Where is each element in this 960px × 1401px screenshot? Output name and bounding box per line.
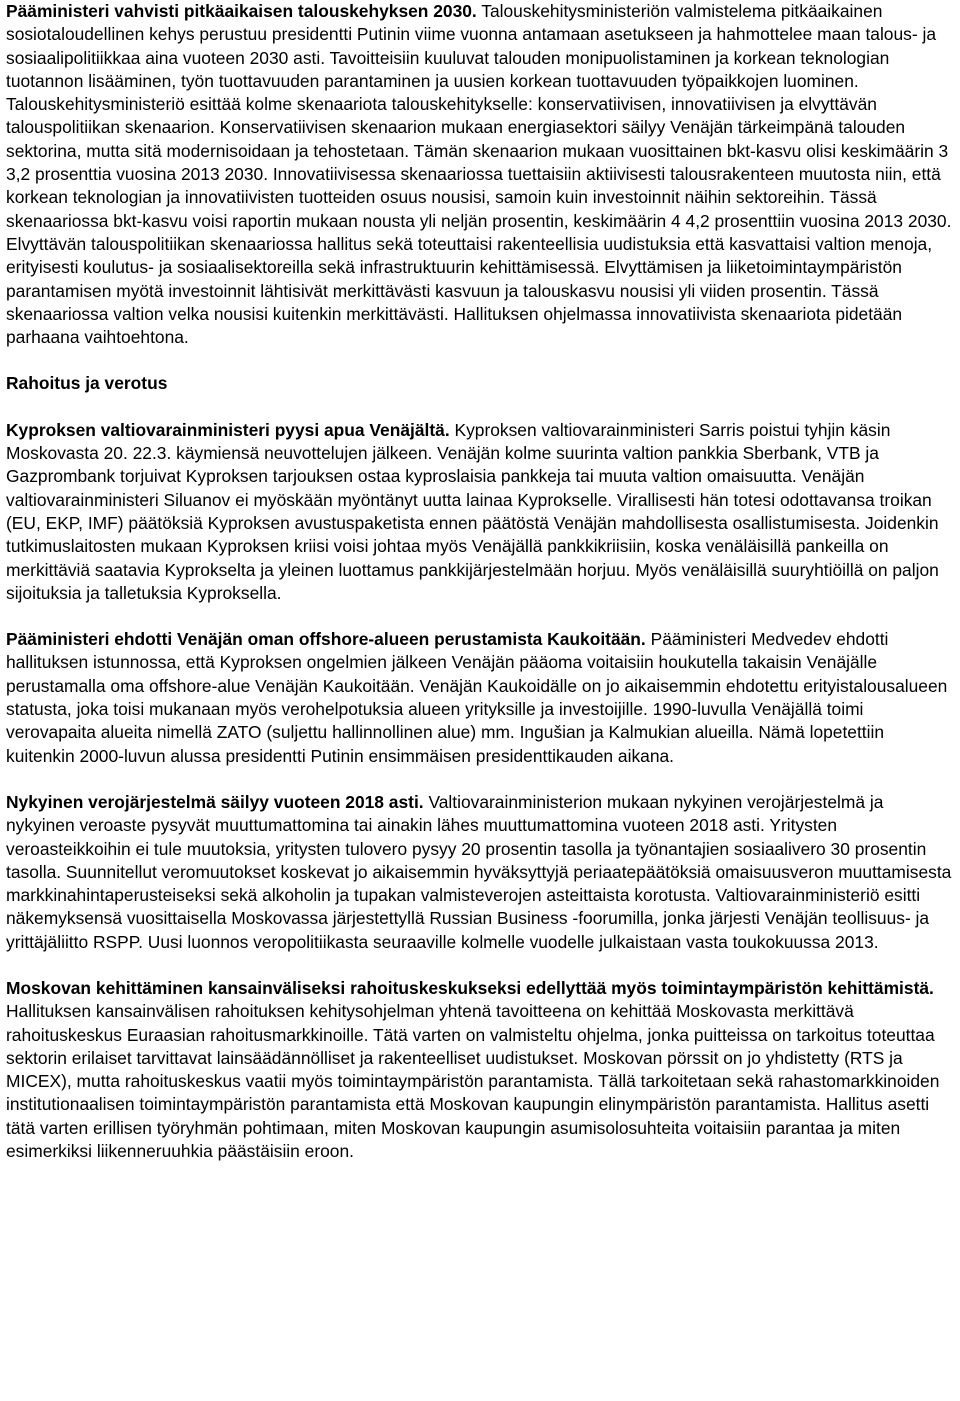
paragraph-body: Pääministeri Medvedev ehdotti hallituksen istunnossa, että Kyproksen ongelmien jälkeen Venäjän pääoma voitaisiin houkutella takaisin Venäjälle perustamalla oma offshore-alue Venäjän Kaukoitään. Venäjän Kaukoidälle on jo aikaisemmin ehdotettu erityistalousalueen statusta, joka toisi mukanaan myös verohelpotuksia alueen yrityksille ja investoijille. 1990-luvulla Venäjällä toimi verovapaita alueita nimellä ZATO (suljettu hallinnollinen alue) mm. Ingušian ja Kalmukian alueilla. Nämä lopetettiin kuitenkin 2000-luvun alussa presidentti Putinin ensimmäisen presidenttikauden aikana. — [6, 629, 948, 766]
spacer — [6, 396, 954, 419]
paragraph-moscow-finance — [6, 977, 954, 1163]
spacer — [6, 954, 954, 977]
paragraph-lead: Moskovan kehittäminen kansainväliseksi rahoituskeskukseksi edellyttää myös toimintaympäristön kehittämistä. — [6, 977, 934, 998]
paragraph-lead: Pääministeri ehdotti Venäjän oman offshore-alueen perustamista Kaukoitään. — [6, 629, 646, 650]
paragraph-tax-system — [6, 791, 954, 954]
spacer — [6, 349, 954, 372]
paragraph-lead: Pääministeri vahvisti pitkäaikaisen talouskehyksen 2030. — [6, 1, 477, 21]
paragraph-body: Kyproksen valtiovarainministeri Sarris poistui tyhjin käsin Moskovasta 20. 22.3. käymiensä neuvottelujen jälkeen. Venäjän kolme suurinta valtion pankkia Sberbank, VTB ja Gazprombank torjuivat Kyproksen tarjouksen ostaa kyproslaisia pankkeja tai muuta valtion omaisuutta. Venäjän valtiovarainministeri Siluanov ei myöskään myöntänyt uutta lainaa Kyprokselle. Virallisesti hän totesi odottavansa troikan (EU, EKP, IMF) päätöksiä Kyproksen avustuspaketista ennen päätöstä Venäjän mahdollisesta osallistumisesta. Joidenkin tutkimuslaitosten mukaan Kyproksen kriisi voisi johtaa myös Venäjällä pankkikriisiin, koska venäläisillä pankeilla on merkittäviä saatavia Kyprokselta ja yleinen luottamus pankkijärjestelmään horjuu. Myös venäläisillä suuryhtiöillä on paljon sijoituksia ja talletuksia Kyproksella. — [6, 419, 939, 603]
spacer — [6, 605, 954, 628]
paragraph-body: Talouskehitysministeriön valmistelema pitkäaikainen sosiotaloudellinen kehys perustuu presidentti Putinin viime vuonna antamaan asetukseen ja hahmottelee maan talous- ja sosiaalipolitiikkaa aina vuoteen 2030 asti. Tavoitteisiin kuuluvat talouden monipuolistaminen ja korkean teknologian tuotannon lisääminen, työn tuottavuuden parantaminen ja uusien korkean tuottavuuden työpaikkojen luominen. Talouskehitysministeriö esittää kolme skenaariota talouskehitykselle: konservatiivisen, innovatiivisen ja elvyttävän talouspolitiikan skenaarion. Konservatiivisen skenaarion mukaan energiasektori säilyy Venäjän tärkeimpänä talouden sektorina, mutta sitä modernisoidaan ja tehostetaan. Tämän skenaarion mukaan vuosittainen bkt-kasvu olisi keskimäärin 3 3,2 prosenttia vuosina 2013 2030. Innovatiivisessa skenaariossa tuettaisiin aktiivisesti talousrakenteen muutosta niin, että korkean teknologian ja innovatiivisten tuotteiden osuus nousisi, samoin kuin investoinnit näihin sektoreihin. Tässä skenaariossa bkt-kasvu voisi raportin mukaan nousta yli neljän prosentin, keskimäärin 4 4,2 prosenttiin vuosina 2013 2030. Elvyttävän talouspolitiikan skenaariossa hallitus sekä toteuttaisi rakenteellisia uudistuksia että kasvattaisi valtion menoja, erityisesti koulutus- ja sosiaalisektoreilla sekä infrastruktuurin kehittämisessä. Elvyttämisen ja liiketoimintaympäristön parantamisen myötä investoinnit lähtisivät merkittävästi kasvuun ja talouskasvu nousisi yli viiden prosentin. Tässä skenaariossa valtion velka nousisi kuitenkin merkittävästi. Hallituksen ohjelmassa innovatiivista skenaariota pidetään parhaana vaihtoehtona. — [6, 1, 952, 348]
section-heading: Rahoitus ja verotus — [6, 373, 168, 394]
paragraph-offshore — [6, 628, 954, 768]
paragraph-cyprus — [6, 419, 954, 605]
paragraph-lead: Nykyinen verojärjestelmä säilyy vuoteen 2018 asti. — [6, 791, 424, 812]
spacer — [6, 768, 954, 791]
paragraph-body: Hallituksen kansainvälisen rahoituksen kehitysohjelman yhtenä tavoitteena on kehittää Moskovasta merkittävä rahoituskeskus Euraasian rahoitusmarkkinoille. Tätä varten on valmisteltu ohjelma, jonka puitteissa on tarkoitus toteuttaa sektorin erilaiset tarvittavat lainsäädännölliset ja rakenteelliset uudistukset. Moskovan pörssit on jo yhdistetty (RTS ja MICEX), mutta rahoituskeskus vaatii myös toimintaympäristön parantamista. Tällä tarkoitetaan sekä rahastomarkkinoiden institutionaalisen toimintaympäristön parantamista että Moskovan kaupungin elinympäristön parantamista. Hallitus asetti tätä varten erillisen työryhmän pohtimaan, miten Moskovan kaupungin asumisolosuhteita voitaisiin parantaa ja miten esimerkiksi liikenneruuhkia päästäisiin eroon. — [6, 1001, 940, 1162]
paragraph-body: Valtiovarainministerion mukaan nykyinen verojärjestelmä ja nykyinen veroaste pysyvät muuttumattomina tai ainakin lähes muuttumattomina vuoteen 2018 asti. Yritysten veroasteikkoihin ei tule muutoksia, yritysten tulovero pysyy 20 prosentin tasolla ja työnantajien sosiaalivero 30 prosentin tasolla. Suunnitellut veromuutokset koskevat jo aikaisemmin hyväksyttyjä periaatepäätöksiä omaisuusveron muuttamisesta markkinahintaperusteiseksi sekä alkoholin ja tupakan valmisteverojen asteittaista korotusta. Valtiovarainministeriö esitti näkemyksensä vuosittaisella Moskovassa järjestettyllä Russian Business -foorumilla, jonka järjesti Venäjän teollisuus- ja yrittäjäliitto RSPP. Uusi luonnos veropolitiikasta seuraaville kolmelle vuodelle julkaistaan vasta toukokuussa 2013. — [6, 791, 952, 952]
paragraph-lead: Kyproksen valtiovarainministeri pyysi apua Venäjältä. — [6, 419, 450, 440]
paragraph-economic-framework — [6, 0, 954, 349]
